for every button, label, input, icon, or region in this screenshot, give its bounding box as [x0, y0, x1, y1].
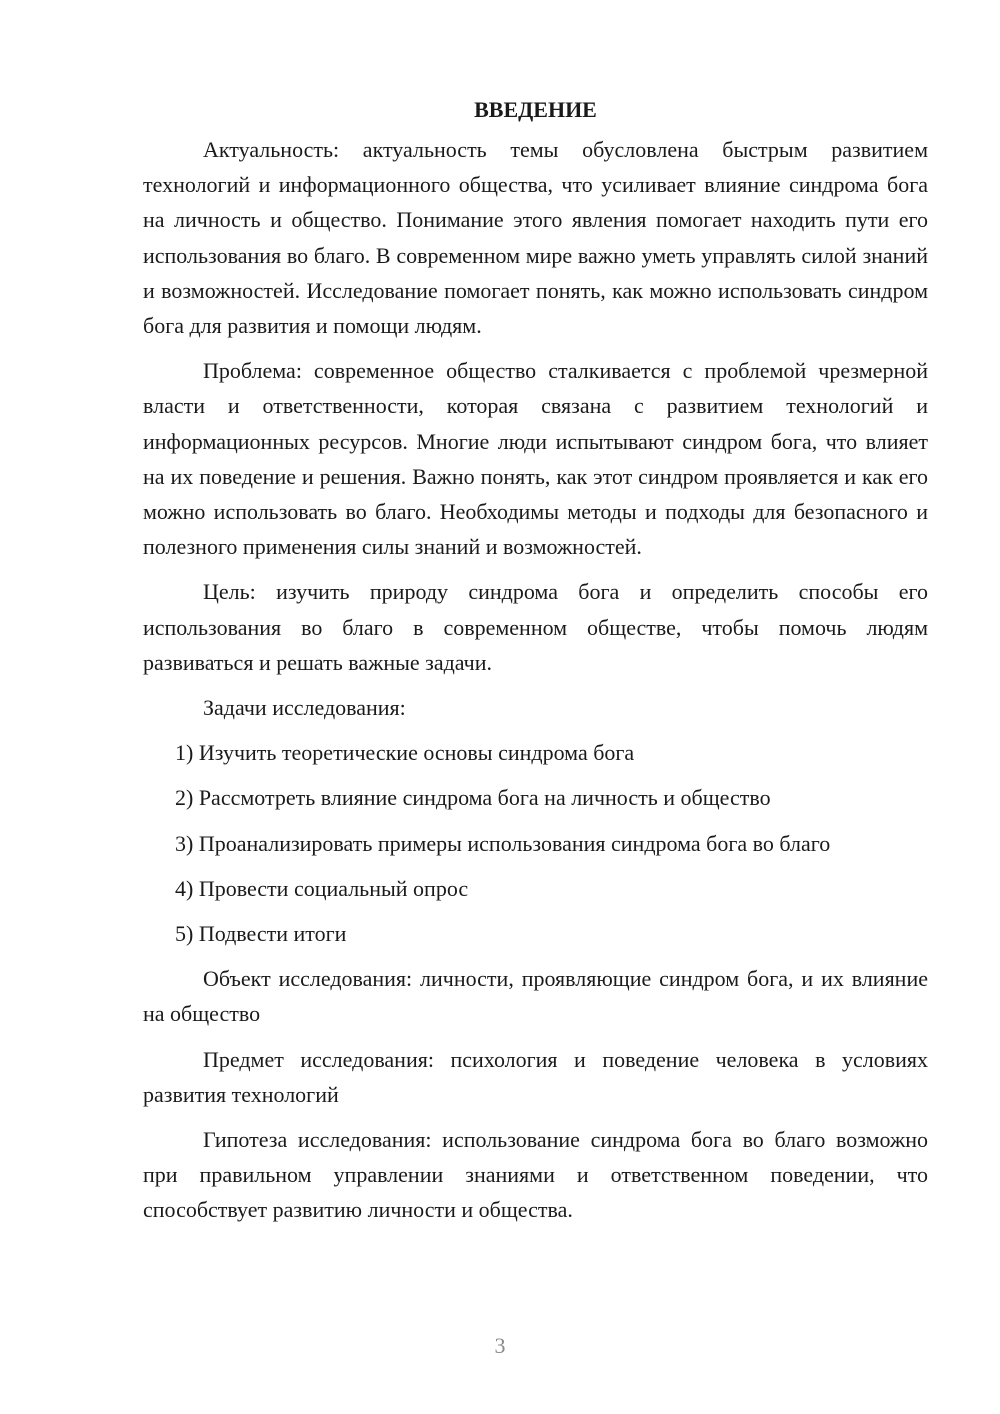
goal-paragraph: Цель: изучить природу синдрома бога и определить способы его использования во благо в современном обществе, чтобы помочь людям развиваться и решать важные задачи. [143, 579, 928, 675]
task-item: 1) Изучить теоретические основы синдрома бога [175, 740, 635, 766]
research-object-paragraph: Объект исследования: личности, проявляющие синдром бога, и их влияние на общество [143, 966, 928, 1027]
task-item: 2) Рассмотреть влияние синдрома бога на личность и общество [175, 785, 771, 811]
task-item: 4) Провести социальный опрос [175, 875, 469, 901]
research-subject-paragraph: Предмет исследования: психология и поведение человека в условиях развития технологий [143, 1046, 928, 1107]
tasks-heading: Задачи исследования: [203, 695, 406, 721]
hypothesis-paragraph: Гипотеза исследования: использование синдрома бога во благо возможно при правильном управлении знаниями и ответственном поведении, что способствует развитию личности и общества. [143, 1127, 928, 1223]
tasks-list [143, 735, 928, 951]
task-item: 5) Подвести итоги [175, 921, 347, 947]
problem-paragraph: Проблема: современное общество сталкивается с проблемой чрезмерной власти и ответственности, которая связана с развитием технологий и информационных ресурсов. Многие люди испытывают синдром бога, что влияет на их поведение и решения. Важно понять, как этот синдром проявляется и как его можно использовать во благо. Необходимы методы и подходы для безопасного и полезного применения силы знаний и возможностей. [143, 358, 928, 560]
relevance-paragraph: Актуальность: актуальность темы обусловлена быстрым развитием технологий и информационного общества, что усиливает влияние синдрома бога на личность и общество. Понимание этого явления помогает находить пути его использования во благо. В современном мире важно уметь управлять силой знаний и возможностей. Исследование помогает понять, как можно использовать синдром бога для развития и помощи людям. [143, 137, 928, 339]
task-item: 3) Проанализировать примеры использования синдрома бога во благо [175, 830, 831, 856]
page-number: 3 [494, 1333, 506, 1358]
document-page [143, 92, 928, 1238]
page-title: ВВЕДЕНИЕ [474, 97, 597, 122]
